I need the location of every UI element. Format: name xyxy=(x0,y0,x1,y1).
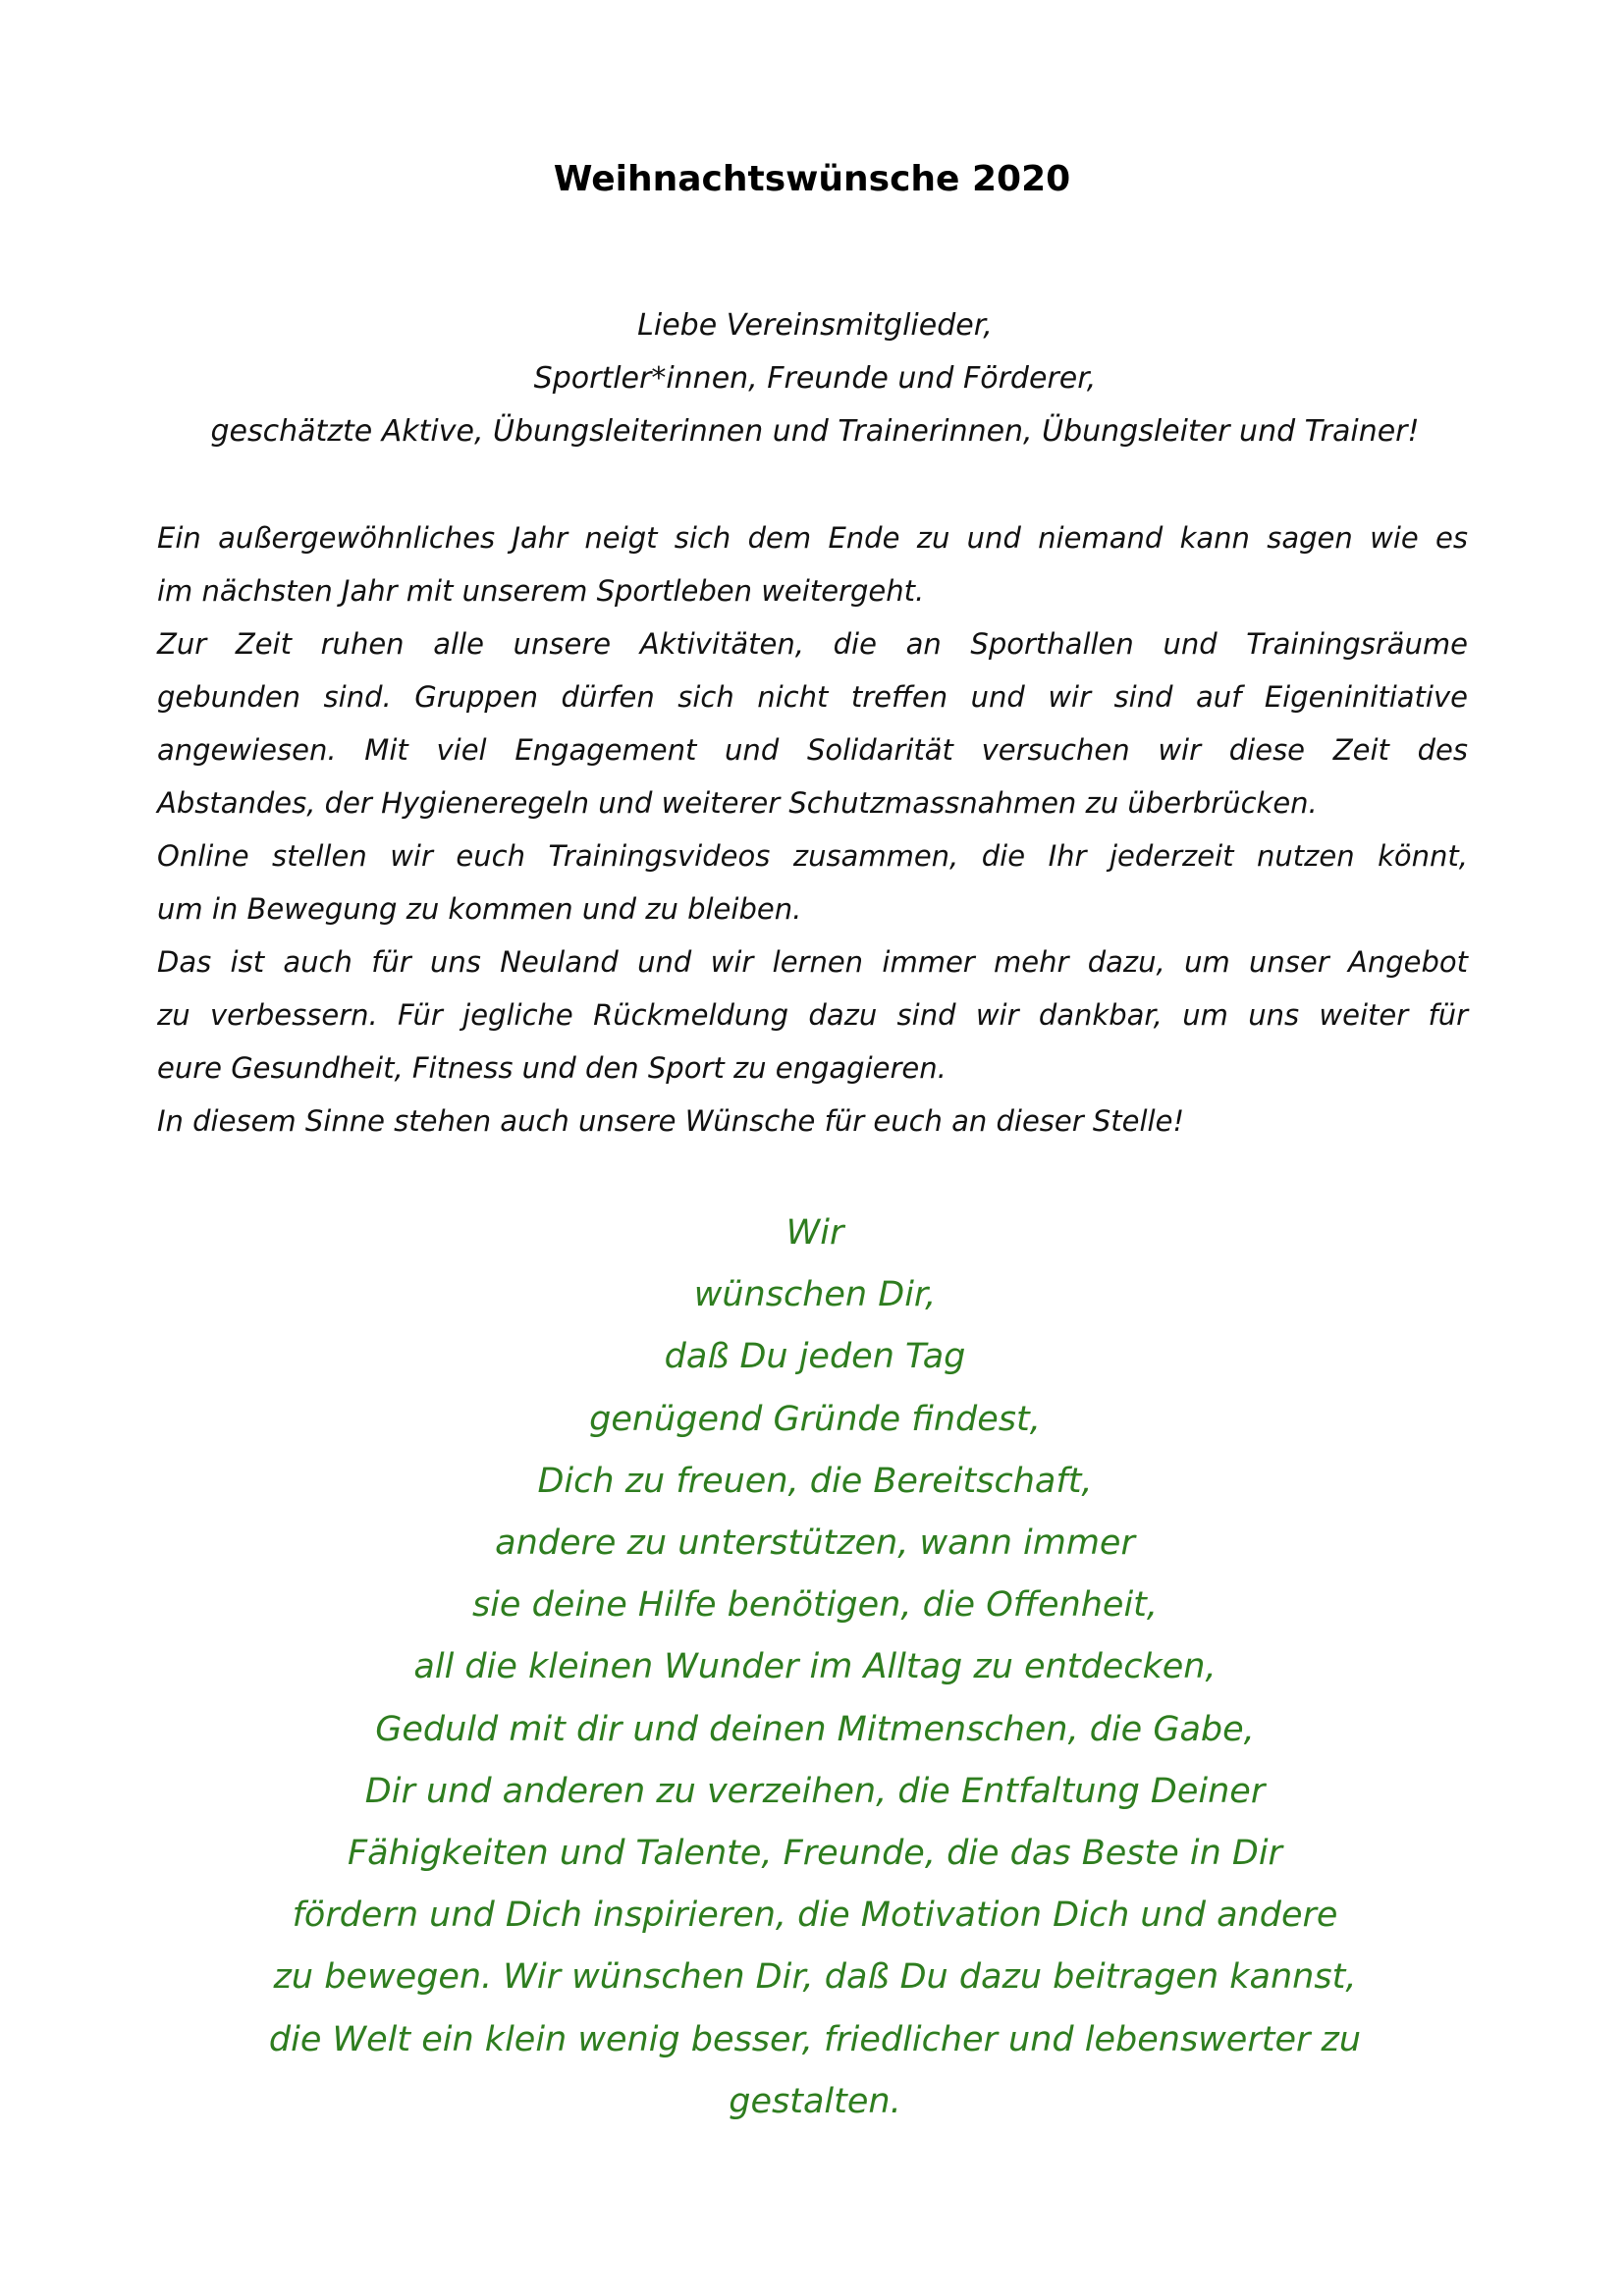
body-line: Online stellen wir euch Trainingsvideos zusammen, die Ihr jederzeit nutzen könnt, xyxy=(157,839,1468,873)
body-line: im nächsten Jahr mit unserem Sportleben weitergeht. xyxy=(157,574,925,608)
body-line: Zur Zeit ruhen alle unsere Aktivitäten, die an Sporthallen und Trainingsräume xyxy=(157,627,1468,661)
body-line: zu verbessern. Für jegliche Rückmeldung dazu sind wir dankbar, um uns weiter für xyxy=(157,998,1468,1032)
greeting-line: Sportler*innen, Freunde und Förderer, xyxy=(533,361,1097,396)
page-title: Weihnachtswünsche 2020 xyxy=(553,159,1071,199)
wish-line: gestalten. xyxy=(729,2081,901,2121)
body-line: um in Bewegung zu kommen und zu bleiben. xyxy=(157,892,802,926)
wish-line: zu bewegen. Wir wünschen Dir, daß Du dazu beitragen kannst, xyxy=(273,1957,1357,1998)
wish-line: sie deine Hilfe benötigen, die Offenheit, xyxy=(471,1585,1159,1626)
body-line: gebunden sind. Gruppen dürfen sich nicht treffen und wir sind auf Eigeninitiative xyxy=(157,680,1468,714)
letter-body xyxy=(157,511,1468,1148)
body-line: eure Gesundheit, Fitness und den Sport zu engagieren. xyxy=(157,1051,947,1085)
greeting-line: geschätzte Aktive, Übungsleiterinnen und Trainerinnen, Übungsleiter und Trainer! xyxy=(210,414,1420,449)
wish-line: daß Du jeden Tag xyxy=(664,1337,966,1377)
wish-line: all die kleinen Wunder im Alltag zu entdecken, xyxy=(413,1647,1217,1687)
wish-line: genügend Gründe findest, xyxy=(589,1399,1041,1439)
wish-line: fördern und Dich inspirieren, die Motivation Dich und andere xyxy=(292,1896,1338,1936)
wish-line: Fähigkeiten und Talente, Freunde, die das Beste in Dir xyxy=(348,1834,1282,1874)
wish-line: wünschen Dir, xyxy=(693,1275,937,1315)
greeting-block xyxy=(118,299,1512,458)
wish-line: die Welt ein klein wenig besser, friedlicher und lebenswerter zu xyxy=(268,2019,1362,2059)
wish-line: Dir und anderen zu verzeihen, die Entfaltung Deiner xyxy=(364,1771,1266,1811)
body-line: Abstandes, der Hygieneregeln und weiterer Schutzmassnahmen zu überbrücken. xyxy=(157,786,1318,820)
body-line: Ein außergewöhnliches Jahr neigt sich dem Ende zu und niemand kann sagen wie es xyxy=(157,521,1468,555)
body-line: angewiesen. Mit viel Engagement und Solidarität versuchen wir diese Zeit des xyxy=(157,733,1468,767)
wish-line: Dich zu freuen, die Bereitschaft, xyxy=(537,1461,1093,1501)
wish-poem xyxy=(118,1202,1512,2133)
wish-line: Wir xyxy=(785,1213,844,1253)
wish-line: Geduld mit dir und deinen Mitmenschen, die Gabe, xyxy=(375,1709,1255,1749)
wish-line: andere zu unterstützen, wann immer xyxy=(495,1523,1135,1564)
body-line: Das ist auch für uns Neuland und wir lernen immer mehr dazu, um unser Angebot xyxy=(157,945,1468,979)
greeting-line: Liebe Vereinsmitglieder, xyxy=(637,308,993,343)
body-line: In diesem Sinne stehen auch unsere Wünsche für euch an dieser Stelle! xyxy=(157,1104,1185,1138)
